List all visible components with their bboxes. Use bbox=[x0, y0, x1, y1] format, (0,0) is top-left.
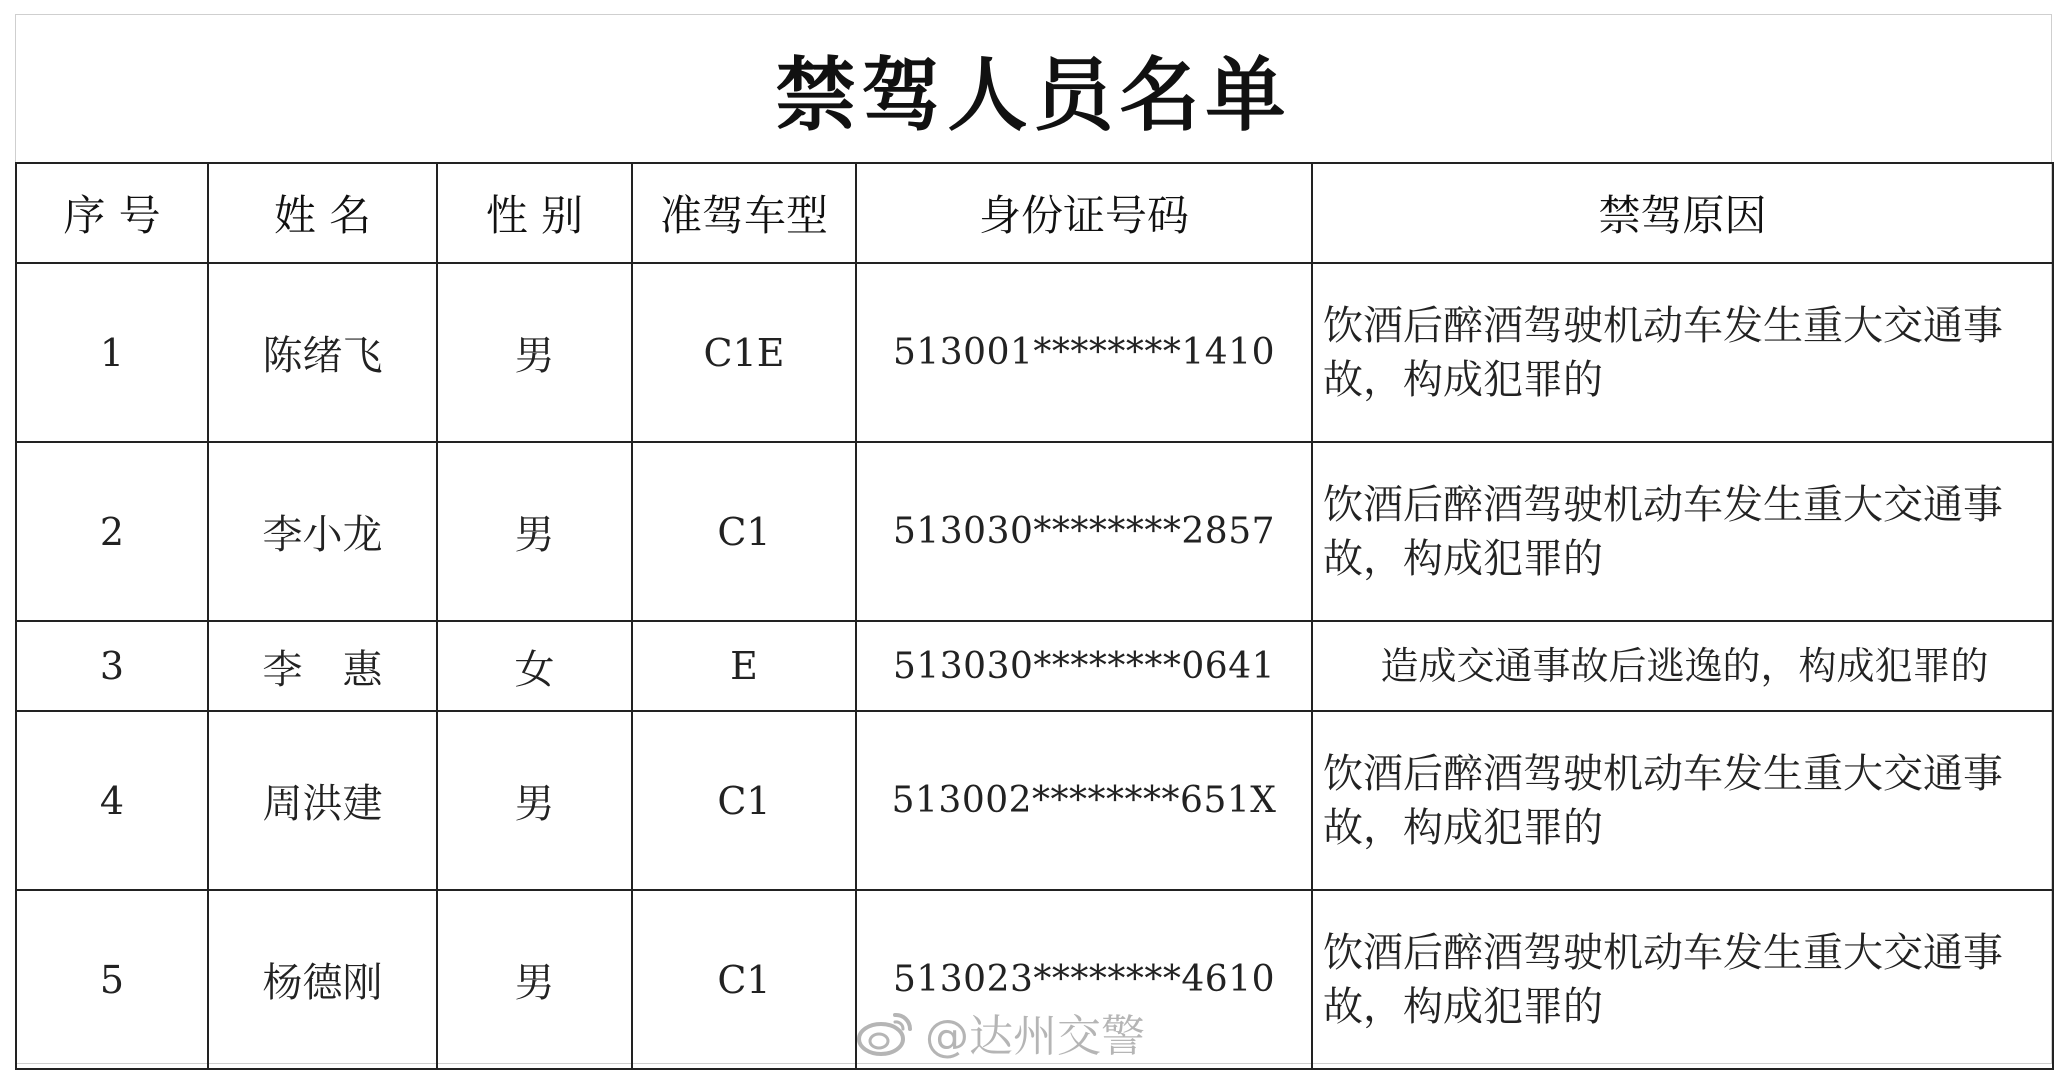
cell-name: 李 惠 bbox=[208, 621, 437, 711]
header-reason: 禁驾原因 bbox=[1312, 163, 2053, 263]
weibo-watermark bbox=[855, 1000, 1145, 1064]
page-title: 禁驾人员名单 bbox=[775, 48, 1292, 142]
cell-name: 陈绪飞 bbox=[208, 263, 437, 442]
cell-vehicle-class: C1 bbox=[632, 711, 856, 890]
cell-seq: 3 bbox=[16, 621, 208, 711]
cell-seq: 4 bbox=[16, 711, 208, 890]
cell-vehicle-class: C1 bbox=[632, 890, 856, 1069]
header-name: 姓 名 bbox=[208, 163, 437, 263]
weibo-logo-icon bbox=[855, 1007, 917, 1057]
header-seq: 序 号 bbox=[16, 163, 208, 263]
cell-seq: 5 bbox=[16, 890, 208, 1069]
cell-gender: 男 bbox=[437, 442, 632, 621]
header-gender: 性 别 bbox=[437, 163, 632, 263]
cell-name: 周洪建 bbox=[208, 711, 437, 890]
table-row bbox=[16, 621, 2053, 711]
cell-name: 杨德刚 bbox=[208, 890, 437, 1069]
cell-gender: 女 bbox=[437, 621, 632, 711]
cell-gender: 男 bbox=[437, 711, 632, 890]
cell-id-number: 513023********4610 bbox=[856, 890, 1312, 1069]
table-header-row bbox=[16, 163, 2053, 263]
banned-drivers-table bbox=[15, 162, 2054, 1070]
table-row bbox=[16, 711, 2053, 890]
header-id-number: 身份证号码 bbox=[856, 163, 1312, 263]
cell-vehicle-class: E bbox=[632, 621, 856, 711]
table-row bbox=[16, 263, 2053, 442]
cell-seq: 1 bbox=[16, 263, 208, 442]
cell-vehicle-class: C1 bbox=[632, 442, 856, 621]
cell-reason: 饮酒后醉酒驾驶机动车发生重大交通事故，构成犯罪的 bbox=[1312, 442, 2053, 621]
cell-gender: 男 bbox=[437, 263, 632, 442]
cell-reason: 饮酒后醉酒驾驶机动车发生重大交通事故，构成犯罪的 bbox=[1312, 711, 2053, 890]
header-vehicle-class: 准驾车型 bbox=[632, 163, 856, 263]
cell-id-number: 513002********651X bbox=[856, 711, 1312, 890]
cell-vehicle-class: C1E bbox=[632, 263, 856, 442]
cell-reason: 饮酒后醉酒驾驶机动车发生重大交通事故，构成犯罪的 bbox=[1312, 890, 2053, 1069]
cell-id-number: 513030********0641 bbox=[856, 621, 1312, 711]
cell-name: 李小龙 bbox=[208, 442, 437, 621]
cell-seq: 2 bbox=[16, 442, 208, 621]
cell-id-number: 513001********1410 bbox=[856, 263, 1312, 442]
cell-gender: 男 bbox=[437, 890, 632, 1069]
table-row bbox=[16, 442, 2053, 621]
cell-id-number: 513030********2857 bbox=[856, 442, 1312, 621]
watermark-text: @达州交警 bbox=[925, 1011, 1145, 1062]
cell-reason: 造成交通事故后逃逸的，构成犯罪的 bbox=[1312, 621, 2053, 711]
cell-reason: 饮酒后醉酒驾驶机动车发生重大交通事故，构成犯罪的 bbox=[1312, 263, 2053, 442]
